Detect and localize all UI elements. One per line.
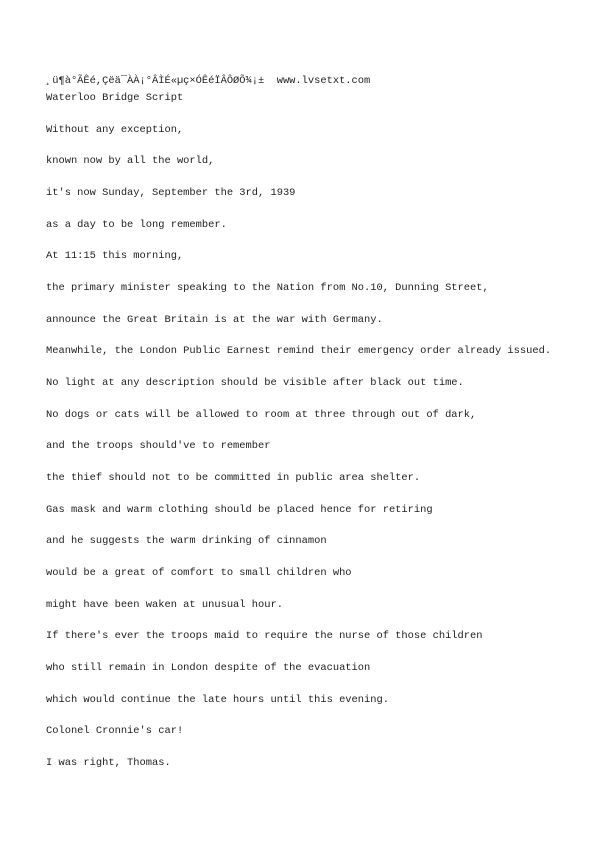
script-line: the thief should not to be committed in public area shelter. [46, 472, 421, 484]
script-line: No light at any description should be visible after black out time. [46, 377, 464, 389]
script-line: and the troops should've to remember [46, 440, 271, 452]
script-line: and he suggests the warm drinking of cinnamon [46, 535, 327, 547]
script-line: Without any exception, [46, 124, 184, 136]
script-line: announce the Great Britain is at the war with Germany. [46, 314, 383, 326]
script-line: which would continue the late hours until this evening. [46, 694, 389, 706]
script-line: who still remain in London despite of the evacuation [46, 662, 371, 674]
script-line: Colonel Cronnie's car! [46, 725, 184, 737]
script-line: Gas mask and warm clothing should be placed hence for retiring [46, 504, 433, 516]
script-line: would be a great of comfort to small children who [46, 567, 352, 579]
script-line: as a day to be long remember. [46, 219, 227, 231]
script-line: Meanwhile, the London Public Earnest remind their emergency order already issued. [46, 345, 552, 357]
script-line: No dogs or cats will be allowed to room at three through out of dark, [46, 409, 477, 421]
script-line: known now by all the world, [46, 155, 215, 167]
script-line: might have been waken at unusual hour. [46, 599, 283, 611]
script-line: I was right, Thomas. [46, 757, 171, 769]
header-source-line: ¸ü¶à°ÃÊé,Çëä¯ÀÀ¡°ÂÌÉ«µç×ÓÊéÏÂÔØÕ¾¡± www.lvsetxt.com [46, 75, 371, 87]
document-title: Waterloo Bridge Script [46, 92, 184, 104]
script-line: the primary minister speaking to the Nation from No.10, Dunning Street, [46, 282, 489, 294]
script-line: If there's ever the troops maid to require the nurse of those children [46, 630, 483, 642]
script-line: At 11:15 this morning, [46, 250, 184, 262]
script-line: it's now Sunday, September the 3rd, 1939 [46, 187, 296, 199]
